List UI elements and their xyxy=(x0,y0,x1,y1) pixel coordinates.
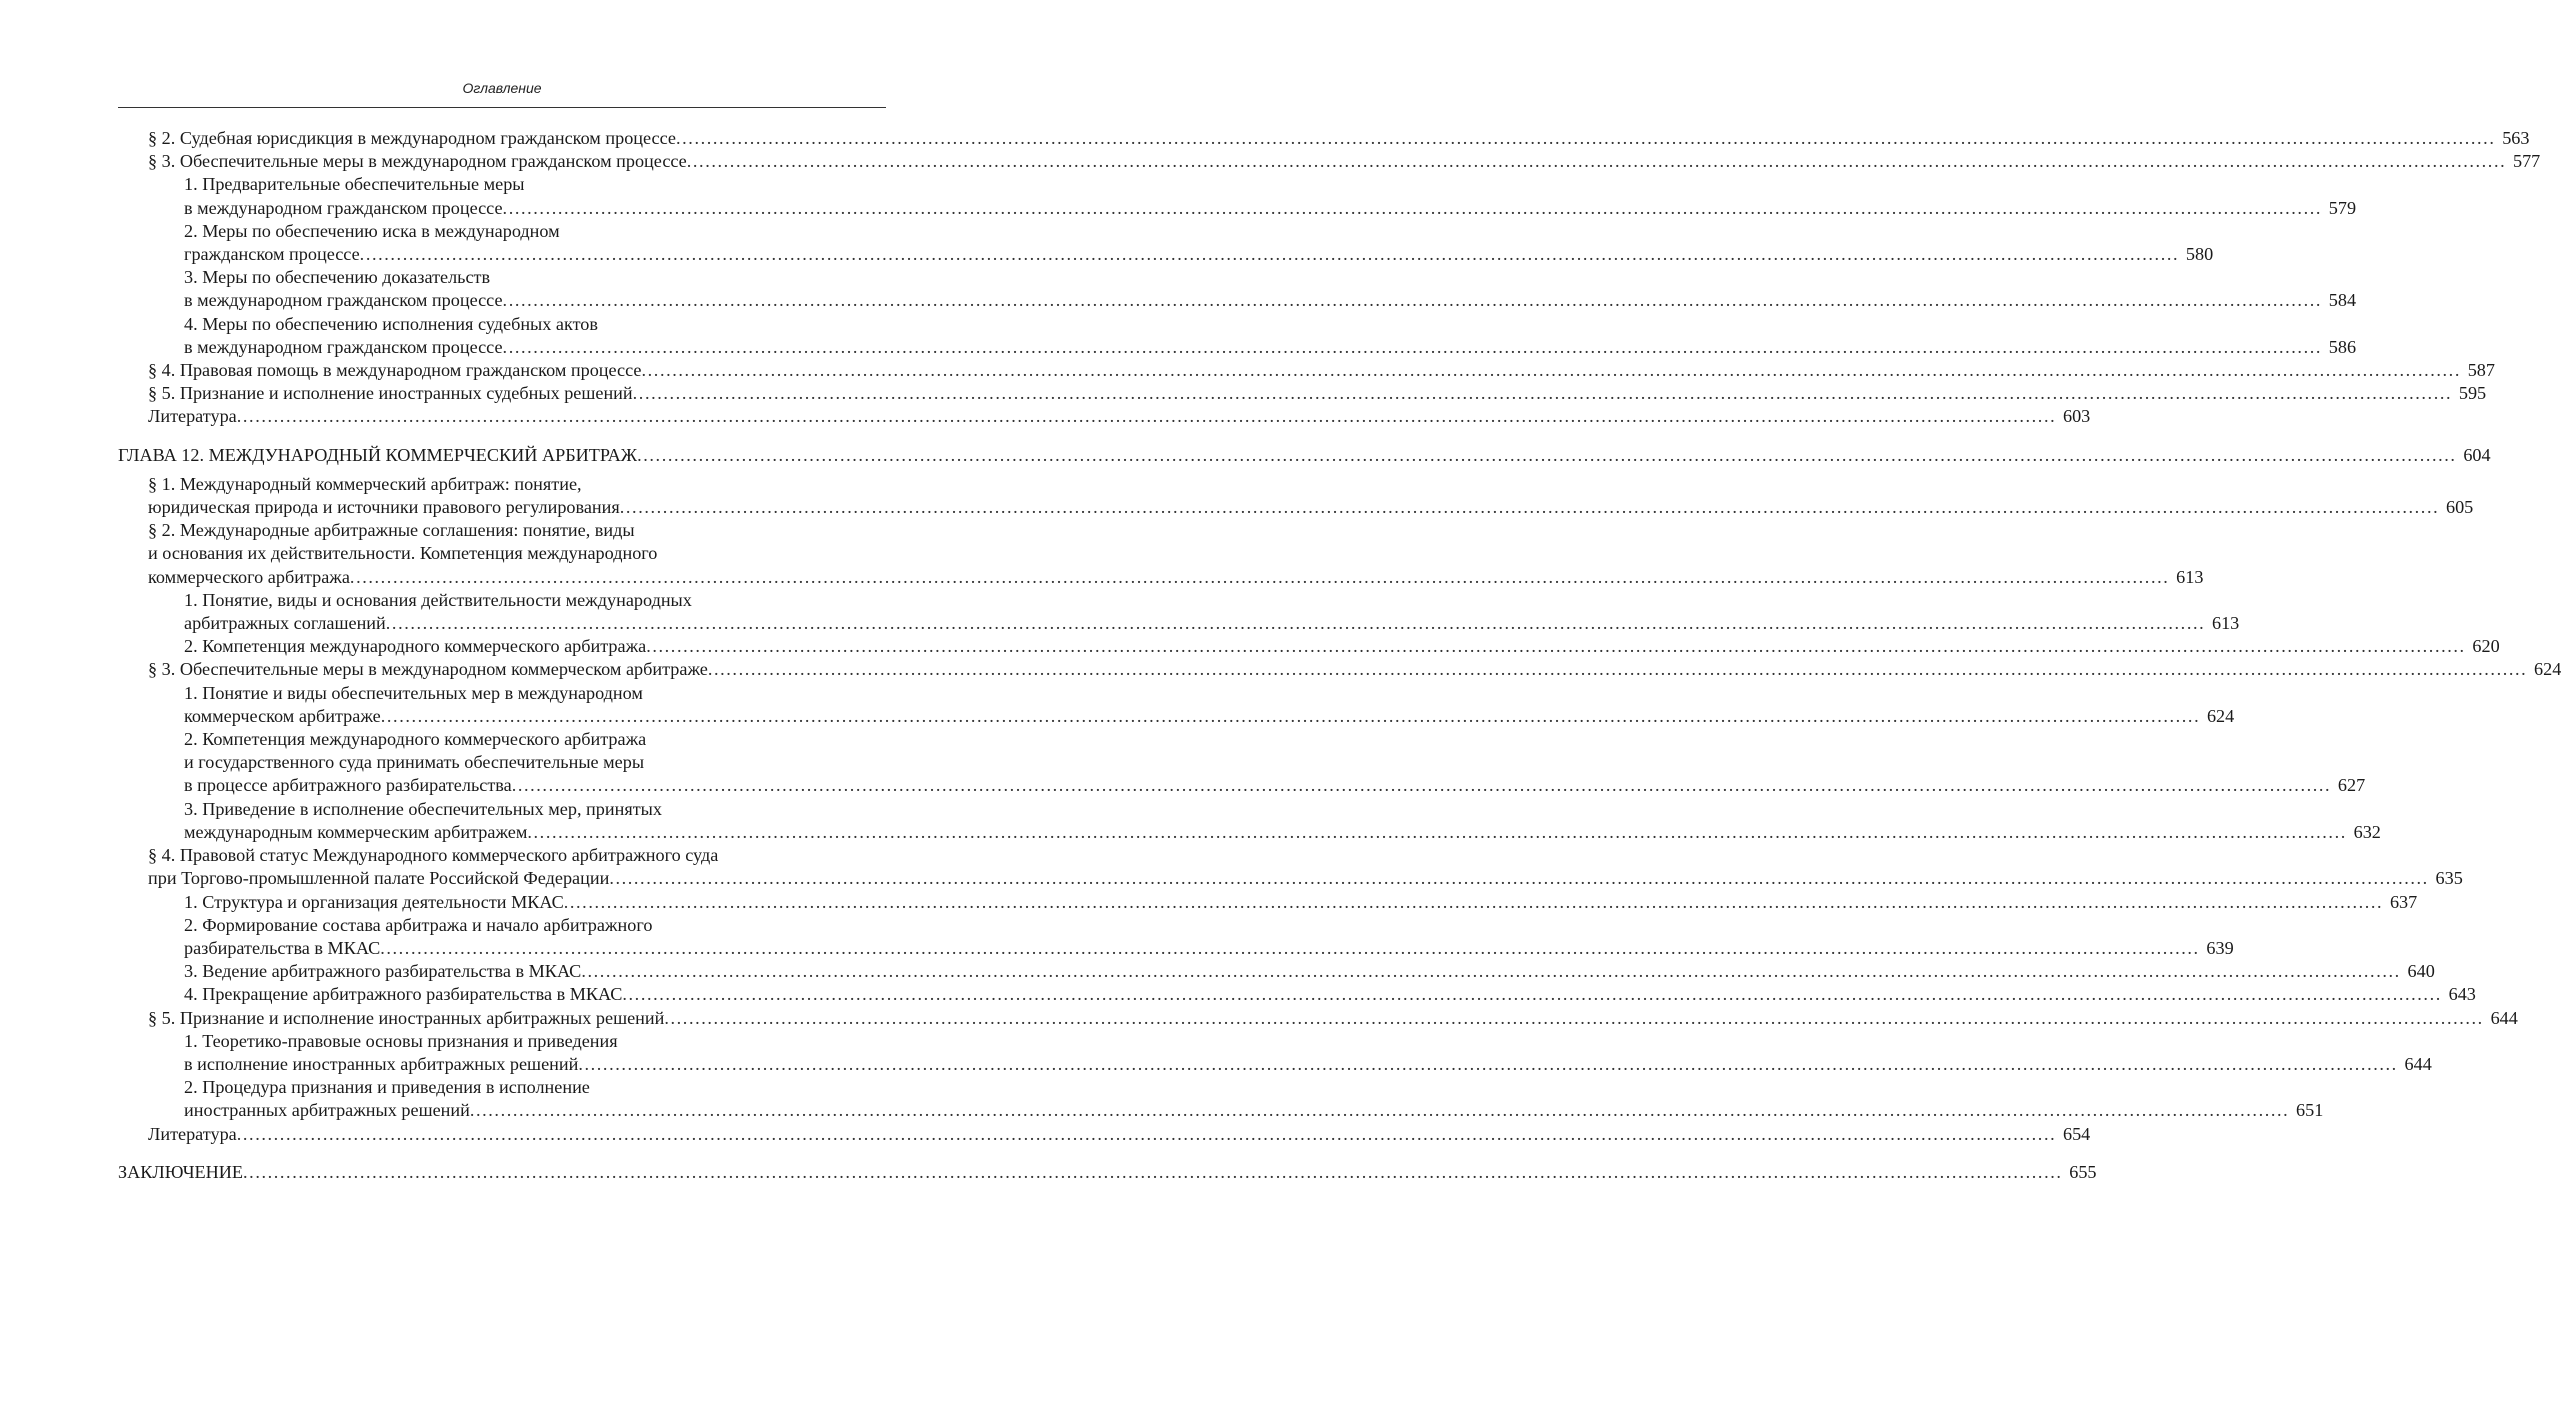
dot-leader xyxy=(620,496,2439,519)
toc-entry-line: 1. Понятие и виды обеспечительных мер в международном xyxy=(184,682,643,703)
toc-page-number: 655 xyxy=(2069,1161,2097,1182)
toc-entry-line: и основания их действительности. Компетенция международного xyxy=(148,543,658,564)
toc-page-number: 624 xyxy=(2206,705,2235,726)
toc-entry[interactable] xyxy=(118,473,2474,519)
toc-page-number: 579 xyxy=(2328,197,2357,218)
toc-entry-line: § 5. Признание и исполнение иностранных арбитражных решений xyxy=(148,1007,665,1028)
dot-leader xyxy=(642,359,2461,382)
toc-entry[interactable] xyxy=(118,1007,2518,1030)
toc-entry-line: 1. Понятие, виды и основания действительности международных xyxy=(184,589,692,610)
toc-entry-line: в международном гражданском процессе xyxy=(184,197,503,218)
toc-entry[interactable] xyxy=(118,682,2235,728)
dot-leader xyxy=(708,658,2527,681)
toc-entry-line: иностранных арбитражных решений xyxy=(184,1100,470,1121)
toc-entry[interactable] xyxy=(118,405,2091,428)
toc-page-number: 603 xyxy=(2062,406,2091,427)
toc-entry[interactable] xyxy=(118,1076,2324,1122)
toc-entry-line: 2. Компетенция международного коммерческого арбитража xyxy=(184,636,647,657)
toc-entry-line: коммерческого арбитража xyxy=(148,566,350,587)
toc-entry-line: в международном гражданском процессе xyxy=(184,290,503,311)
toc-entry-line: и государственного суда принимать обеспечительные меры xyxy=(184,752,645,773)
dot-leader xyxy=(503,289,2322,312)
toc-entry-line: при Торгово-промышленной палате Российской Федерации xyxy=(148,868,610,889)
toc-entry[interactable] xyxy=(118,519,2204,589)
dot-leader xyxy=(609,867,2428,890)
toc-entry-line: 3. Приведение в исполнение обеспечительных мер, принятых xyxy=(184,798,662,819)
toc-entry[interactable] xyxy=(118,382,2487,405)
toc-page-number: 613 xyxy=(2211,613,2240,634)
toc-page-number: 644 xyxy=(2404,1053,2432,1074)
toc-entry-line: международным коммерческим арбитражем xyxy=(184,821,528,842)
toc-entry-line: § 5. Признание и исполнение иностранных судебных решений xyxy=(148,383,633,404)
toc-entry[interactable] xyxy=(118,1030,2432,1076)
toc-entry[interactable] xyxy=(118,127,2530,150)
toc-page-number: 639 xyxy=(2206,937,2234,958)
toc-page-number: 586 xyxy=(2328,336,2357,357)
toc-entry-line: 4. Меры по обеспечению исполнения судебных актов xyxy=(184,313,598,334)
dot-leader xyxy=(676,127,2495,150)
dot-leader xyxy=(578,1053,2397,1076)
dot-leader xyxy=(637,444,2456,467)
toc-chapter-entry[interactable] xyxy=(118,444,2491,467)
toc-entry[interactable] xyxy=(118,589,2240,635)
toc-entry-line: ЗАКЛЮЧЕНИЕ xyxy=(118,1161,244,1182)
toc-page-number: 643 xyxy=(2448,984,2476,1005)
toc-entry-line: в исполнение иностранных арбитражных решений xyxy=(184,1053,579,1074)
toc-entry-line: 1. Предварительные обеспечительные меры xyxy=(184,174,525,195)
toc-page-number: 640 xyxy=(2407,961,2435,982)
toc-entry[interactable] xyxy=(118,891,2418,914)
toc-entry[interactable] xyxy=(118,635,2500,658)
toc-entry-line: гражданском процессе xyxy=(184,244,360,265)
toc-entry-line: § 3. Обеспечительные меры в международном гражданском процессе xyxy=(148,151,687,172)
toc-entry-line: § 2. Судебная юрисдикция в международном гражданском процессе xyxy=(148,128,676,148)
toc-page-number: 605 xyxy=(2445,497,2474,518)
toc-entry-line: 2. Компетенция международного коммерческого арбитража xyxy=(184,729,647,750)
toc-page-number: 635 xyxy=(2435,868,2463,889)
header-rule xyxy=(118,107,886,108)
toc-entry[interactable] xyxy=(118,960,2435,983)
dot-leader xyxy=(503,197,2322,220)
dot-leader xyxy=(646,635,2465,658)
toc-entry-line: § 4. Правовой статус Международного коммерческого арбитражного суда xyxy=(148,845,719,866)
dot-leader xyxy=(243,1161,2062,1184)
toc-entry-line: 1. Теоретико-правовые основы признания и приведения xyxy=(184,1030,618,1051)
toc-entry[interactable] xyxy=(118,359,2495,382)
toc-entry[interactable] xyxy=(118,313,2357,359)
toc-entry[interactable] xyxy=(118,220,2214,266)
dot-leader xyxy=(512,774,2331,797)
dot-leader xyxy=(350,566,2169,589)
toc-entry-line: арбитражных соглашений xyxy=(184,613,386,634)
table-of-contents xyxy=(118,127,2561,1184)
toc-page-number: 632 xyxy=(2353,821,2381,842)
toc-entry[interactable] xyxy=(118,728,2366,798)
toc-page-number: 627 xyxy=(2337,775,2366,796)
toc-entry-line: ГЛАВА 12. МЕЖДУНАРОДНЫЙ КОММЕРЧЕСКИЙ АРБИТРАЖ xyxy=(118,444,638,465)
dot-leader xyxy=(664,1007,2483,1030)
dot-leader xyxy=(380,937,2199,960)
toc-entry-line: § 3. Обеспечительные меры в международном коммерческом арбитраже xyxy=(148,659,708,680)
toc-page-number: 604 xyxy=(2463,444,2491,465)
dot-leader xyxy=(564,891,2383,914)
toc-entry-line: 1. Структура и организация деятельности МКАС xyxy=(184,891,564,912)
toc-page-number: 620 xyxy=(2472,636,2500,657)
toc-entry-line: 2. Процедура признания и приведения в исполнение xyxy=(184,1077,590,1098)
dot-leader xyxy=(386,612,2205,635)
toc-entry-line: § 2. Международные арбитражные соглашения: понятие, виды xyxy=(148,520,635,541)
toc-entry[interactable] xyxy=(118,150,2541,173)
toc-entry-line: в международном гражданском процессе xyxy=(184,336,503,357)
toc-page-number: 584 xyxy=(2328,290,2357,311)
toc-entry-line: юридическая природа и источники правового регулирования xyxy=(148,497,620,518)
toc-entry[interactable] xyxy=(118,914,2234,960)
toc-page-number: 595 xyxy=(2458,383,2487,404)
dot-leader xyxy=(687,150,2506,173)
toc-entry-line: § 4. Правовая помощь в международном гражданском процессе xyxy=(148,360,642,381)
toc-entry[interactable] xyxy=(118,798,2381,844)
toc-page-number: 637 xyxy=(2389,891,2418,912)
toc-page-number: 624 xyxy=(2534,659,2561,680)
toc-entry-line: 3. Меры по обеспечению доказательств xyxy=(184,267,491,288)
toc-entry[interactable] xyxy=(118,266,2357,312)
toc-entry-line: Литература xyxy=(148,406,237,427)
dot-leader xyxy=(581,960,2400,983)
toc-entry-line: в процессе арбитражного разбирательства xyxy=(184,775,512,796)
dot-leader xyxy=(237,1123,2056,1146)
toc-entry-line: коммерческом арбитраже xyxy=(184,705,381,726)
toc-entry-line: 2. Меры по обеспечению иска в международном xyxy=(184,220,560,241)
toc-entry-line: § 1. Международный коммерческий арбитраж: понятие, xyxy=(148,473,582,494)
toc-entry-line: 4. Прекращение арбитражного разбирательства в МКАС xyxy=(184,984,623,1005)
toc-entry[interactable] xyxy=(118,1123,2091,1146)
toc-entry-line: 2. Формирование состава арбитража и начало арбитражного xyxy=(184,914,653,935)
dot-leader xyxy=(237,405,2056,428)
dot-leader xyxy=(360,243,2179,266)
toc-entry-line: Литература xyxy=(148,1123,237,1144)
dot-leader xyxy=(470,1099,2289,1122)
toc-page-number: 577 xyxy=(2512,151,2541,172)
toc-entry[interactable] xyxy=(118,173,2357,219)
toc-entry[interactable] xyxy=(118,983,2476,1006)
toc-page-number: 587 xyxy=(2467,360,2495,381)
toc-entry[interactable] xyxy=(118,844,2463,890)
running-head: Оглавление xyxy=(462,80,542,96)
dot-leader xyxy=(622,983,2441,1006)
toc-entry-line: разбирательства в МКАС xyxy=(184,937,381,958)
toc-entry[interactable] xyxy=(118,658,2561,681)
toc-page-number: 613 xyxy=(2176,566,2204,587)
dot-leader xyxy=(503,336,2322,359)
toc-entry-line: 3. Ведение арбитражного разбирательства в МКАС xyxy=(184,961,582,982)
toc-entry[interactable] xyxy=(118,1161,2097,1184)
dot-leader xyxy=(633,382,2452,405)
toc-page-number: 644 xyxy=(2490,1007,2518,1028)
toc-page-number: 580 xyxy=(2185,244,2214,265)
dot-leader xyxy=(381,705,2200,728)
toc-page-number: 654 xyxy=(2062,1123,2091,1144)
dot-leader xyxy=(527,821,2346,844)
toc-page-number: 563 xyxy=(2502,128,2530,148)
toc-page-number: 651 xyxy=(2296,1100,2324,1121)
